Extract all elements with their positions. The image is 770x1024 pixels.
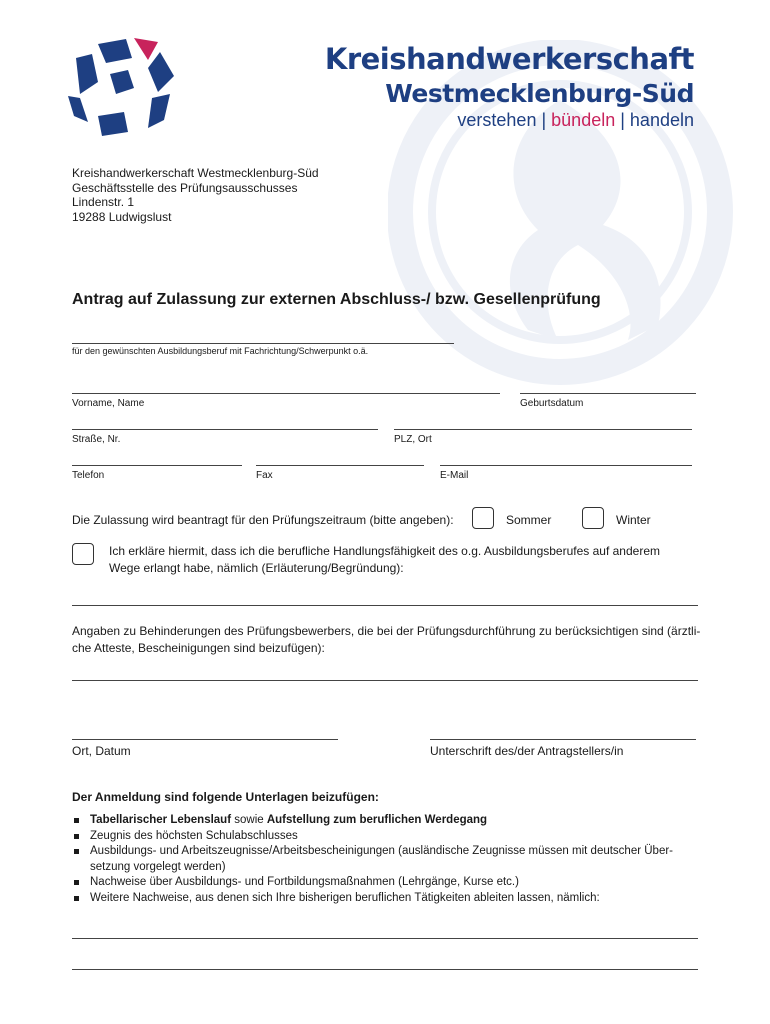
summer-label: Sommer: [506, 513, 552, 527]
declaration-checkbox[interactable]: [72, 543, 94, 565]
brand-tagline: [457, 110, 694, 131]
list-item: [72, 829, 702, 845]
attachments-heading: Der Anmeldung sind folgende Unterlagen beizufügen:: [72, 790, 379, 804]
disability-text: [72, 623, 700, 657]
fax-label: Fax: [256, 470, 273, 481]
address-line: Geschäftsstelle des Prüfungsausschusses: [72, 180, 298, 195]
item-text: Weitere Nachweise, aus denen sich Ihre bisherigen beruflichen Tätigkeiten ableiten lassen, nämlich:: [90, 891, 600, 904]
other-evidence-field[interactable]: [72, 969, 698, 970]
phone-field[interactable]: [72, 465, 242, 466]
item-text: setzung vorgelegt werden): [90, 860, 226, 873]
birthdate-label: Geburtsdatum: [520, 398, 584, 409]
address-line: 19288 Ludwigslust: [72, 209, 172, 224]
bullet-icon: [74, 834, 79, 839]
fax-field[interactable]: [256, 465, 424, 466]
item-text: Nachweise über Ausbildungs- und Fortbildungsmaßnahmen (Lehrgänge, Kurse etc.): [90, 876, 519, 888]
item-text: Ausbildungs- und Arbeitszeugnisse/Arbeitsbescheinigungen (ausländische Zeugnisse müssen mit deutscher Über-: [90, 845, 673, 857]
tagline-part1: verstehen: [457, 110, 537, 130]
exam-period-question: Die Zulassung wird beantragt für den Prüfungszeitraum (bitte angeben):: [72, 513, 454, 527]
email-label: E-Mail: [440, 470, 469, 481]
disability-field[interactable]: [72, 680, 698, 681]
list-item: [72, 813, 702, 829]
name-field[interactable]: [72, 393, 500, 394]
signature-label: Unterschrift des/der Antragstellers/in: [430, 744, 624, 758]
tagline-separator: |: [536, 110, 552, 130]
winter-label: Winter: [616, 513, 651, 527]
tagline-part3: handeln: [629, 110, 694, 130]
bullet-icon: [74, 849, 79, 854]
item-text: sowie: [231, 814, 267, 826]
address-line: Kreishandwerkerschaft Westmecklenburg-Süd: [72, 166, 319, 180]
summer-checkbox[interactable]: [472, 507, 494, 529]
item-text: Zeugnis des höchsten Schulabschlusses: [90, 829, 298, 842]
occupation-field[interactable]: [72, 343, 454, 344]
bullet-icon: [74, 818, 79, 823]
email-field[interactable]: [440, 465, 692, 466]
brand-name-line2: Westmecklenburg-Süd: [385, 79, 694, 108]
declaration-text: [109, 543, 660, 577]
place-date-field[interactable]: [72, 739, 338, 740]
winter-checkbox[interactable]: [582, 507, 604, 529]
tagline-separator: |: [615, 110, 630, 130]
brand-name-line1: Kreishandwerkerschaft: [324, 42, 694, 76]
recipient-address: [72, 166, 319, 224]
item-bold-text: Aufstellung zum beruflichen Werdegang: [266, 814, 488, 826]
disability-line: Angaben zu Behinderungen des Prüfungsbewerbers, die bei der Prüfungsdurchführung zu berücksichtigen sind (ärztli-: [72, 624, 701, 638]
phone-label: Telefon: [72, 470, 105, 481]
bullet-icon: [74, 880, 79, 885]
birthdate-field[interactable]: [520, 393, 696, 394]
attachments-list: [72, 813, 702, 906]
tagline-part2: bündeln: [551, 110, 616, 130]
other-evidence-field[interactable]: [72, 938, 698, 939]
city-field[interactable]: [394, 429, 692, 430]
place-date-label: Ort, Datum: [72, 744, 131, 758]
bullet-icon: [74, 896, 79, 901]
signature-field[interactable]: [430, 739, 696, 740]
declaration-line: Wege erlangt habe, nämlich (Erläuterung/Begründung):: [109, 561, 404, 575]
street-field[interactable]: [72, 429, 378, 430]
item-bold-text: Tabellarischer Lebenslauf: [90, 814, 232, 826]
list-item: [72, 844, 702, 875]
city-label: PLZ, Ort: [394, 434, 432, 445]
name-label: Vorname, Name: [72, 398, 145, 409]
address-line: Lindenstr. 1: [72, 195, 135, 209]
list-item: [72, 891, 702, 907]
disability-line: che Atteste, Bescheinigungen sind beizufügen):: [72, 641, 325, 655]
list-item: [72, 875, 702, 891]
form-title: Antrag auf Zulassung zur externen Abschluss-/ bzw. Gesellenprüfung: [72, 291, 601, 308]
occupation-hint: für den gewünschten Ausbildungsberuf mit Fachrichtung/Schwerpunkt o.ä.: [72, 346, 369, 356]
declaration-line: Ich erkläre hiermit, dass ich die berufliche Handlungsfähigkeit des o.g. Ausbildungsberufes auf anderem: [109, 544, 660, 558]
declaration-explanation-field[interactable]: [72, 605, 698, 606]
street-label: Straße, Nr.: [72, 434, 121, 445]
logo-icon: [62, 36, 180, 138]
